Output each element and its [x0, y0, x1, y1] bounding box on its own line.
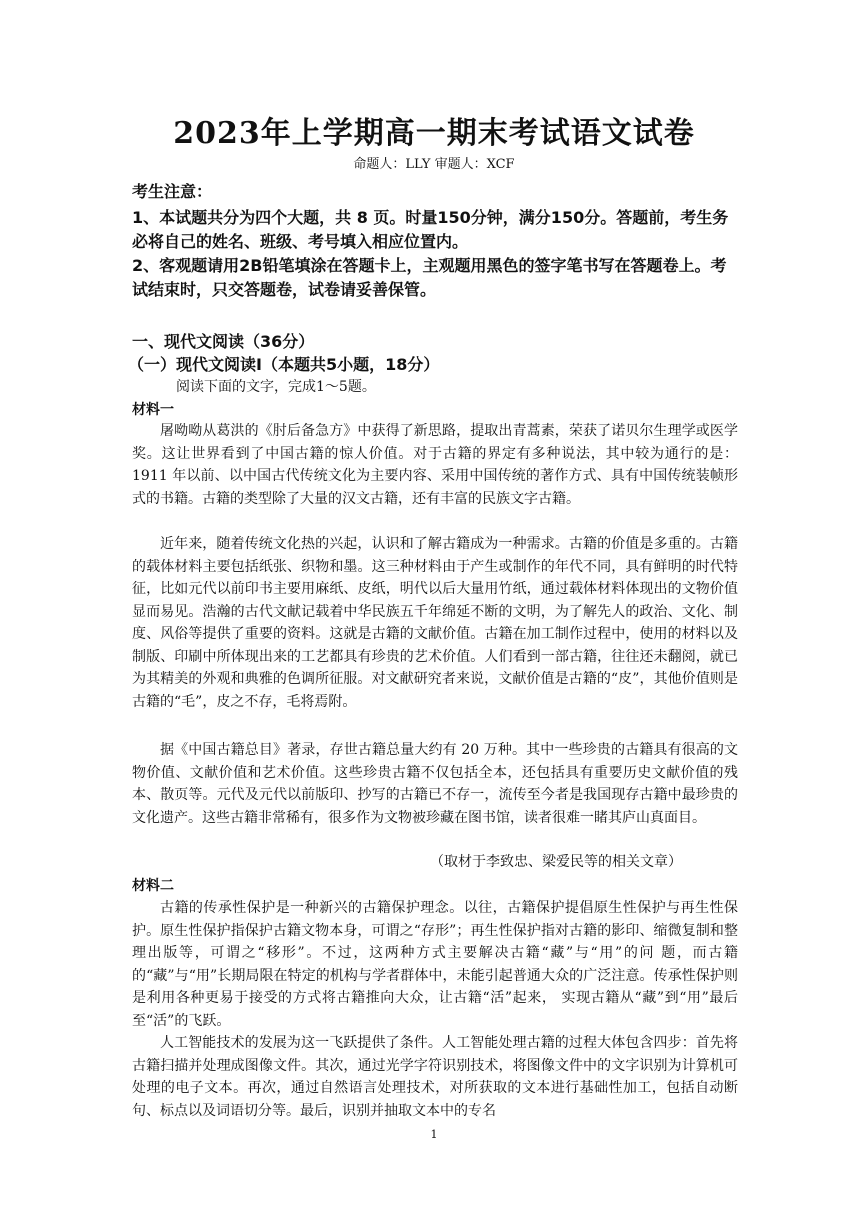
notice-item-1: 1、本试题共分为四个大题，共 8 页。时量150分钟，满分150分。答题前，考生务必将自己的姓名、班级、考号填入相应位置内。	[132, 208, 729, 251]
material-1-paragraph-1: 屠呦呦从葛洪的《肘后备急方》中获得了新思路，提取出青蒿素，荣获了诺贝尔生理学或医学奖。这让世界看到了中国古籍的惊人价值。对于古籍的界定有多种说法，其中较为通行的是：1911 年以前、以中国古代传统文化为主要内容、采用中国传统的著作方式、具有中国传统装帧形式的书籍。古籍的类型除了大量的汉文古籍，还有丰富的民族文字古籍。	[132, 423, 738, 507]
notice-item-2: 2、客观题请用2B铅笔填涂在答题卡上，主观题用黑色的签字笔书写在答题卷上。考试结束时，只交答题卷，试卷请妥善保管。	[132, 256, 727, 299]
material-2-paragraph-1: 古籍的传承性保护是一种新兴的古籍保护理念。以往，古籍保护提倡原生性保护与再生性保护。原生性保护指保护古籍文物本身，可谓之“存形”；再生性保护指对古籍的影印、缩微复制和整理出版等，可谓之“移形”。不过，这两种方式主要解决古籍“藏”与“用”的问 题，而古籍的“藏”与“用”长期局限在特定的机构与学者群体中，未能引起普通大众的广泛注意。传承性保护则是利用各种更易于接受的方式将古籍推向大众，让古籍“活”起来， 实现古籍从“藏”到“用”最后至“活”的飞跃。	[132, 900, 738, 1029]
material-2-label: 材料二	[132, 878, 174, 894]
page-number: 1	[430, 1128, 438, 1141]
material-1-paragraph-2: 近年来，随着传统文化热的兴起，认识和了解古籍成为一种需求。古籍的价值是多重的。古籍的载体材料主要包括纸张、织物和墨。这三种材料由于产生或制作的年代不同，具有鲜明的时代特征，比如元代以前印书主要用麻纸、皮纸，明代以后大量用竹纸，通过载体材料体现出的文物价值显而易见。浩瀚的古代文献记载着中华民族五千年绵延不断的文明，为了解先人的政治、文化、制度、风俗等提供了重要的资料。这就是古籍的文献价值。古籍在加工制作过程中，使用的材料以及制版、印刷中所体现出来的工艺都具有珍贵的艺术价值。人们看到一部古籍，往往还未翻阅，就已为其精美的外观和典雅的色调所征服。对文献研究者来说，文献价值是古籍的“皮”，其他价值则是古籍的“毛”，皮之不存，毛将焉附。	[132, 536, 738, 710]
material-2-paragraph-2: 人工智能技术的发展为这一飞跃提供了条件。人工智能处理古籍的过程大体包含四步：首先将古籍扫描并处理成图像文件。其次，通过光学字符识别技术，将图像文件中的文字识别为计算机可处理的电子文本。再次，通过自然语言处理技术，对所获取的文本进行基础性加工，包括自动断句、标点以及词语切分等。最后，识别并抽取文本中的专名	[132, 1035, 738, 1119]
subsection-heading: （一）现代文阅读Ⅰ（本题共5小题，18分）	[128, 355, 440, 374]
material-1-source: （取材于李致忠、梁爱民等的相关文章）	[430, 854, 682, 870]
page-title: 2023年上学期高一期末考试语文试卷	[173, 116, 695, 151]
material-1-paragraph-3: 据《中国古籍总目》著录，存世古籍总量大约有 20 万种。其中一些珍贵的古籍具有很高的文物价值、文献价值和艺术价值。这些珍贵古籍不仅包括全本，还包括具有重要历史文献价值的残本、散页等。元代及元代以前版印、抄写的古籍已不存一，流传至今者是我国现存古籍中最珍贵的文化遗产。这些古籍非常稀有，很多作为文物被珍藏在图书馆，读者很难一睹其庐山真面目。	[132, 742, 738, 826]
authors-line: 命题人：LLY 审题人：XCF	[353, 157, 515, 172]
material-1-label: 材料一	[132, 402, 174, 418]
section-heading: 一、现代文阅读（36分）	[132, 332, 315, 351]
notice-heading: 考生注意：	[132, 182, 213, 201]
instruction-text: 阅读下面的文字，完成1～5题。	[176, 379, 376, 395]
